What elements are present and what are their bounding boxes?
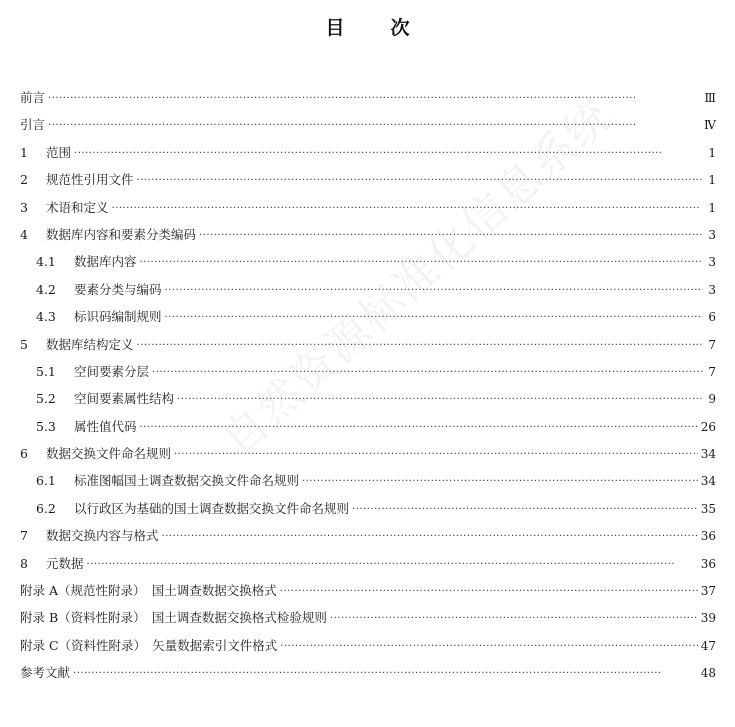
toc-entry-page-number: 39 xyxy=(700,611,716,626)
toc-entry-number: 4.1 xyxy=(36,254,56,270)
toc-entry[interactable] xyxy=(20,526,716,553)
toc-entry-label: 数据交换文件命名规则 xyxy=(46,446,172,462)
toc-entry-number: 3 xyxy=(20,199,28,215)
toc-entry-page-number: 48 xyxy=(700,666,716,681)
toc-leader-dots xyxy=(140,422,698,433)
toc-entry[interactable] xyxy=(20,389,716,416)
toc-entry-number: 4.2 xyxy=(36,281,56,297)
toc-entry-number: 6.1 xyxy=(36,473,56,489)
toc-leader-dots xyxy=(302,476,698,487)
toc-entry-label: 引言 xyxy=(20,117,46,133)
toc-entry-label: 附录 B（资料性附录） 国土调查数据交换格式检验规则 xyxy=(20,610,327,626)
toc-entry[interactable] xyxy=(20,198,716,225)
toc-entry-label: 参考文献 xyxy=(20,665,71,681)
toc-entry-number: 6 xyxy=(20,446,28,462)
toc-entry-page-number: 36 xyxy=(700,556,716,571)
toc-entry-number: 2 xyxy=(20,172,28,188)
toc-entry-number: 6.2 xyxy=(36,500,56,516)
toc-title xyxy=(0,13,735,40)
toc-leader-dots xyxy=(137,340,703,351)
toc-entry-page-number: 3 xyxy=(708,227,716,242)
toc-leader-dots xyxy=(199,230,703,241)
toc-entry-page-number: 6 xyxy=(708,310,716,325)
toc-entry-label: 附录 C（资料性附录） 矢量数据索引文件格式 xyxy=(20,637,278,653)
toc-entry-label: 标识码编制规则 xyxy=(74,309,162,325)
toc-entry[interactable] xyxy=(20,636,716,663)
toc-leader-dots xyxy=(87,559,698,570)
toc-entry-label: 术语和定义 xyxy=(46,199,109,215)
toc-entry[interactable] xyxy=(20,471,716,498)
toc-entry[interactable] xyxy=(20,170,716,197)
table-of-contents xyxy=(20,88,716,691)
toc-leader-dots xyxy=(48,120,701,131)
toc-entry-number: 5.2 xyxy=(36,391,56,407)
toc-leader-dots xyxy=(48,93,701,104)
toc-entry[interactable] xyxy=(20,444,716,471)
toc-leader-dots xyxy=(165,285,703,296)
toc-entry-page-number: Ⅲ xyxy=(704,91,716,105)
toc-entry[interactable] xyxy=(20,417,716,444)
toc-entry[interactable] xyxy=(20,252,716,279)
toc-entry-label: 属性值代码 xyxy=(74,418,137,434)
toc-entry-number: 5 xyxy=(20,336,28,352)
toc-entry-number: 4.3 xyxy=(36,309,56,325)
toc-leader-dots xyxy=(330,613,698,624)
toc-leader-dots xyxy=(152,367,703,378)
toc-entry-page-number: 26 xyxy=(700,419,716,434)
toc-entry[interactable] xyxy=(20,307,716,334)
toc-title-char-1: 目 xyxy=(325,17,345,39)
toc-entry[interactable] xyxy=(20,499,716,526)
toc-leader-dots xyxy=(165,312,703,323)
toc-entry-number: 4 xyxy=(20,226,28,242)
toc-entry[interactable] xyxy=(20,225,716,252)
toc-entry-label: 范围 xyxy=(46,144,72,160)
toc-entry[interactable] xyxy=(20,581,716,608)
toc-entry-page-number: 1 xyxy=(708,200,716,215)
toc-entry-label: 规范性引用文件 xyxy=(46,172,134,188)
toc-entry-label: 以行政区为基础的国土调查数据交换文件命名规则 xyxy=(74,500,350,516)
toc-leader-dots xyxy=(162,531,698,542)
toc-entry-number: 5.1 xyxy=(36,363,56,379)
toc-entry-label: 附录 A（规范性附录） 国土调查数据交换格式 xyxy=(20,583,277,599)
toc-entry-label: 要素分类与编码 xyxy=(74,281,162,297)
toc-entry-page-number: 36 xyxy=(700,529,716,544)
toc-entry-page-number: 7 xyxy=(708,337,716,352)
toc-entry-label: 标准图幅国土调查数据交换文件命名规则 xyxy=(74,473,300,489)
toc-leader-dots xyxy=(73,668,698,679)
toc-entry-page-number: Ⅳ xyxy=(704,118,716,133)
toc-leader-dots xyxy=(177,394,703,405)
toc-entry[interactable] xyxy=(20,115,716,142)
toc-entry[interactable] xyxy=(20,143,716,170)
toc-entry-number: 7 xyxy=(20,528,28,544)
toc-entry[interactable] xyxy=(20,88,716,115)
toc-entry-page-number: 37 xyxy=(700,584,716,599)
toc-entry-page-number: 1 xyxy=(708,145,716,160)
toc-leader-dots xyxy=(352,504,698,515)
toc-leader-dots xyxy=(280,586,698,597)
toc-entry-number: 1 xyxy=(20,144,28,160)
toc-entry[interactable] xyxy=(20,280,716,307)
toc-entry[interactable] xyxy=(20,608,716,635)
toc-entry-label: 数据库内容和要素分类编码 xyxy=(46,226,197,242)
toc-entry[interactable] xyxy=(20,663,716,690)
toc-leader-dots xyxy=(74,148,703,159)
toc-entry-page-number: 3 xyxy=(708,282,716,297)
toc-leader-dots xyxy=(137,175,703,186)
toc-entry-label: 空间要素属性结构 xyxy=(74,391,175,407)
toc-entry-label: 空间要素分层 xyxy=(74,363,150,379)
toc-leader-dots xyxy=(140,257,703,268)
toc-entry-page-number: 47 xyxy=(700,638,716,653)
toc-entry[interactable] xyxy=(20,362,716,389)
toc-entry[interactable] xyxy=(20,335,716,362)
toc-entry-label: 元数据 xyxy=(46,555,84,571)
toc-entry-page-number: 1 xyxy=(708,173,716,188)
toc-entry-number: 8 xyxy=(20,555,28,571)
toc-leader-dots xyxy=(280,641,697,652)
toc-leader-dots xyxy=(174,449,698,460)
toc-entry-number: 5.3 xyxy=(36,418,56,434)
toc-entry-page-number: 34 xyxy=(700,447,716,462)
toc-entry-label: 数据库内容 xyxy=(74,254,137,270)
toc-entry-page-number: 7 xyxy=(708,364,716,379)
toc-entry-page-number: 35 xyxy=(700,501,716,516)
toc-entry-label: 数据交换内容与格式 xyxy=(46,528,159,544)
watermark: 自然资源标准化信息系统 xyxy=(212,89,623,467)
toc-entry-page-number: 34 xyxy=(700,474,716,489)
toc-leader-dots xyxy=(112,203,703,214)
toc-entry-page-number: 3 xyxy=(708,255,716,270)
toc-entry-label: 前言 xyxy=(20,90,46,105)
toc-entry-label: 数据库结构定义 xyxy=(46,336,134,352)
toc-entry[interactable] xyxy=(20,554,716,581)
toc-title-char-2: 次 xyxy=(390,17,410,39)
toc-entry-page-number: 9 xyxy=(708,392,716,407)
